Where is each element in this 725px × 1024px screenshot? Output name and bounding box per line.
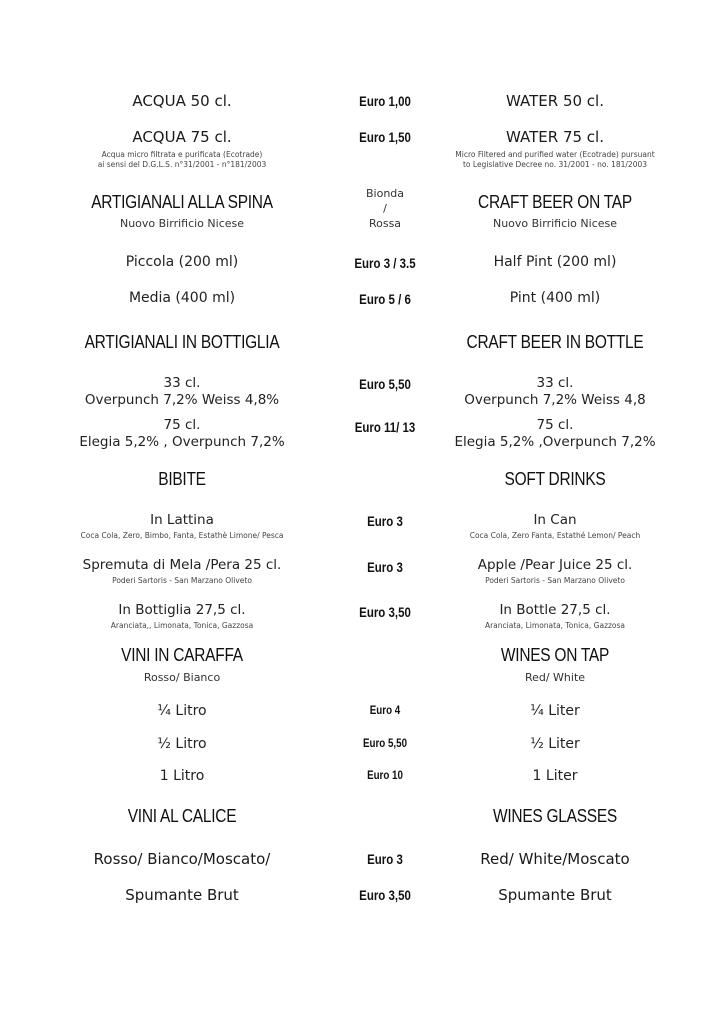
carafe-quarter-price: Euro 4 [369, 705, 401, 717]
water-note-en-2: to Legislative Decree no. 31/2001 - no. 181/2003 [462, 160, 648, 169]
glass-title-en: WINES GLASSES [493, 806, 617, 826]
craft-tap-title-en: CRAFT BEER ON TAP [478, 192, 632, 212]
craft-bottle-title-it: ARTIGIANALI IN BOTTIGLIA [84, 332, 280, 352]
bottle-r2-it-a: 75 cl. [163, 417, 201, 433]
glass-r1-it: Rosso/ Bianco/Moscato/ [93, 850, 271, 868]
carafe-title-en: WINES ON TAP [500, 645, 610, 665]
craft-tap-brewery-it: Nuovo Birrificio Nicese [119, 217, 245, 230]
glass-r2-en: Spumante Brut [498, 886, 612, 904]
soft-can-price: Euro 3 [367, 514, 403, 529]
soft-bottle-en: In Bottle 27,5 cl. [499, 602, 611, 618]
carafe-half-price: Euro 5,50 [362, 738, 408, 750]
glass-title-it: VINI AL CALICE [127, 806, 237, 826]
craft-tap-type-1: Bionda [365, 187, 405, 200]
soft-juice-en-note: Poderi Sartoris - San Marzano Oliveto [485, 576, 625, 585]
carafe-sub-en: Red/ White [524, 671, 586, 684]
craft-medium-it: Media (400 ml) [128, 290, 236, 306]
soft-bottle-it: In Bottiglia 27,5 cl. [118, 602, 246, 618]
craft-medium-en: Pint (400 ml) [509, 290, 601, 306]
water-50-it: ACQUA 50 cl. [132, 92, 232, 110]
soft-can-it: In Lattina [150, 512, 214, 528]
soft-can-it-note: Coca Cola, Zero, Bimbo, Fanta, Estathè Limone/ Pesca [80, 531, 284, 540]
water-note-en-1: Micro Filtered and purified water (Ecotrade) pursuant [455, 150, 655, 159]
glass-r1-en: Red/ White/Moscato [480, 850, 630, 868]
water-50-en: WATER 50 cl. [506, 92, 604, 110]
carafe-half-it: ½ Litro [157, 736, 207, 752]
bottle-r2-price: Euro 11/ 13 [354, 420, 416, 435]
carafe-half-en: ½ Liter [530, 736, 580, 752]
craft-medium-price: Euro 5 / 6 [359, 292, 411, 307]
bottle-r1-it-a: 33 cl. [163, 375, 201, 391]
carafe-quarter-en: ¼ Liter [530, 703, 580, 719]
craft-bottle-title-en: CRAFT BEER IN BOTTLE [466, 332, 644, 352]
soft-can-en-note: Coca Cola, Zero Fanta, Estathé Lemon/ Peach [469, 531, 641, 540]
carafe-title-it: VINI IN CARAFFA [121, 645, 243, 665]
craft-tap-title-it: ARTIGIANALI ALLA SPINA [91, 192, 273, 212]
soft-juice-en: Apple /Pear Juice 25 cl. [477, 557, 633, 573]
water-note-it-2: ai sensi del D.G.L.S. n°31/2001 - n°181/2003 [97, 160, 267, 169]
soft-title-it: BIBITE [158, 469, 206, 489]
carafe-liter-it: 1 Litro [159, 768, 205, 784]
bottle-r1-en-a: 33 cl. [536, 375, 574, 391]
craft-small-it: Piccola (200 ml) [125, 254, 239, 270]
craft-tap-type-2: Rossa [368, 217, 402, 230]
bottle-r2-en-a: 75 cl. [536, 417, 574, 433]
glass-r1-price: Euro 3 [367, 852, 403, 867]
craft-small-en: Half Pint (200 ml) [493, 254, 617, 270]
water-75-price: Euro 1,50 [359, 130, 411, 145]
craft-tap-brewery-en: Nuovo Birrificio Nicese [492, 217, 618, 230]
soft-juice-price: Euro 3 [367, 560, 403, 575]
soft-bottle-en-note: Aranciata, Limonata, Tonica, Gazzosa [484, 621, 626, 630]
soft-title-en: SOFT DRINKS [504, 469, 606, 489]
bottle-r1-it-b: Overpunch 7,2% Weiss 4,8% [84, 392, 280, 408]
soft-can-en: In Can [533, 512, 577, 528]
craft-small-price: Euro 3 / 3.5 [354, 256, 416, 271]
glass-r2-price: Euro 3,50 [359, 888, 411, 903]
soft-bottle-it-note: Aranciata,, Limonata, Tonica, Gazzosa [110, 621, 254, 630]
water-note-it-1: Acqua micro filtrata e purificata (Ecotrade) [101, 150, 263, 159]
carafe-quarter-it: ¼ Litro [157, 703, 207, 719]
soft-juice-it: Spremuta di Mela /Pera 25 cl. [82, 557, 282, 573]
soft-bottle-price: Euro 3,50 [359, 605, 411, 620]
craft-tap-type-sep: / [383, 202, 387, 215]
carafe-sub-it: Rosso/ Bianco [143, 671, 221, 684]
bottle-r1-price: Euro 5,50 [359, 377, 411, 392]
soft-juice-it-note: Poderi Sartoris - San Marzano Oliveto [112, 576, 252, 585]
water-75-it: ACQUA 75 cl. [132, 128, 232, 146]
bottle-r2-en-b: Elegia 5,2% ,Overpunch 7,2% [454, 434, 656, 450]
carafe-liter-price: Euro 10 [367, 770, 403, 782]
bottle-r2-it-b: Elegia 5,2% , Overpunch 7,2% [79, 434, 285, 450]
water-50-price: Euro 1,00 [359, 94, 411, 109]
glass-r2-it: Spumante Brut [125, 886, 239, 904]
carafe-liter-en: 1 Liter [532, 768, 578, 784]
water-75-en: WATER 75 cl. [506, 128, 604, 146]
bottle-r1-en-b: Overpunch 7,2% Weiss 4,8 [464, 392, 646, 408]
